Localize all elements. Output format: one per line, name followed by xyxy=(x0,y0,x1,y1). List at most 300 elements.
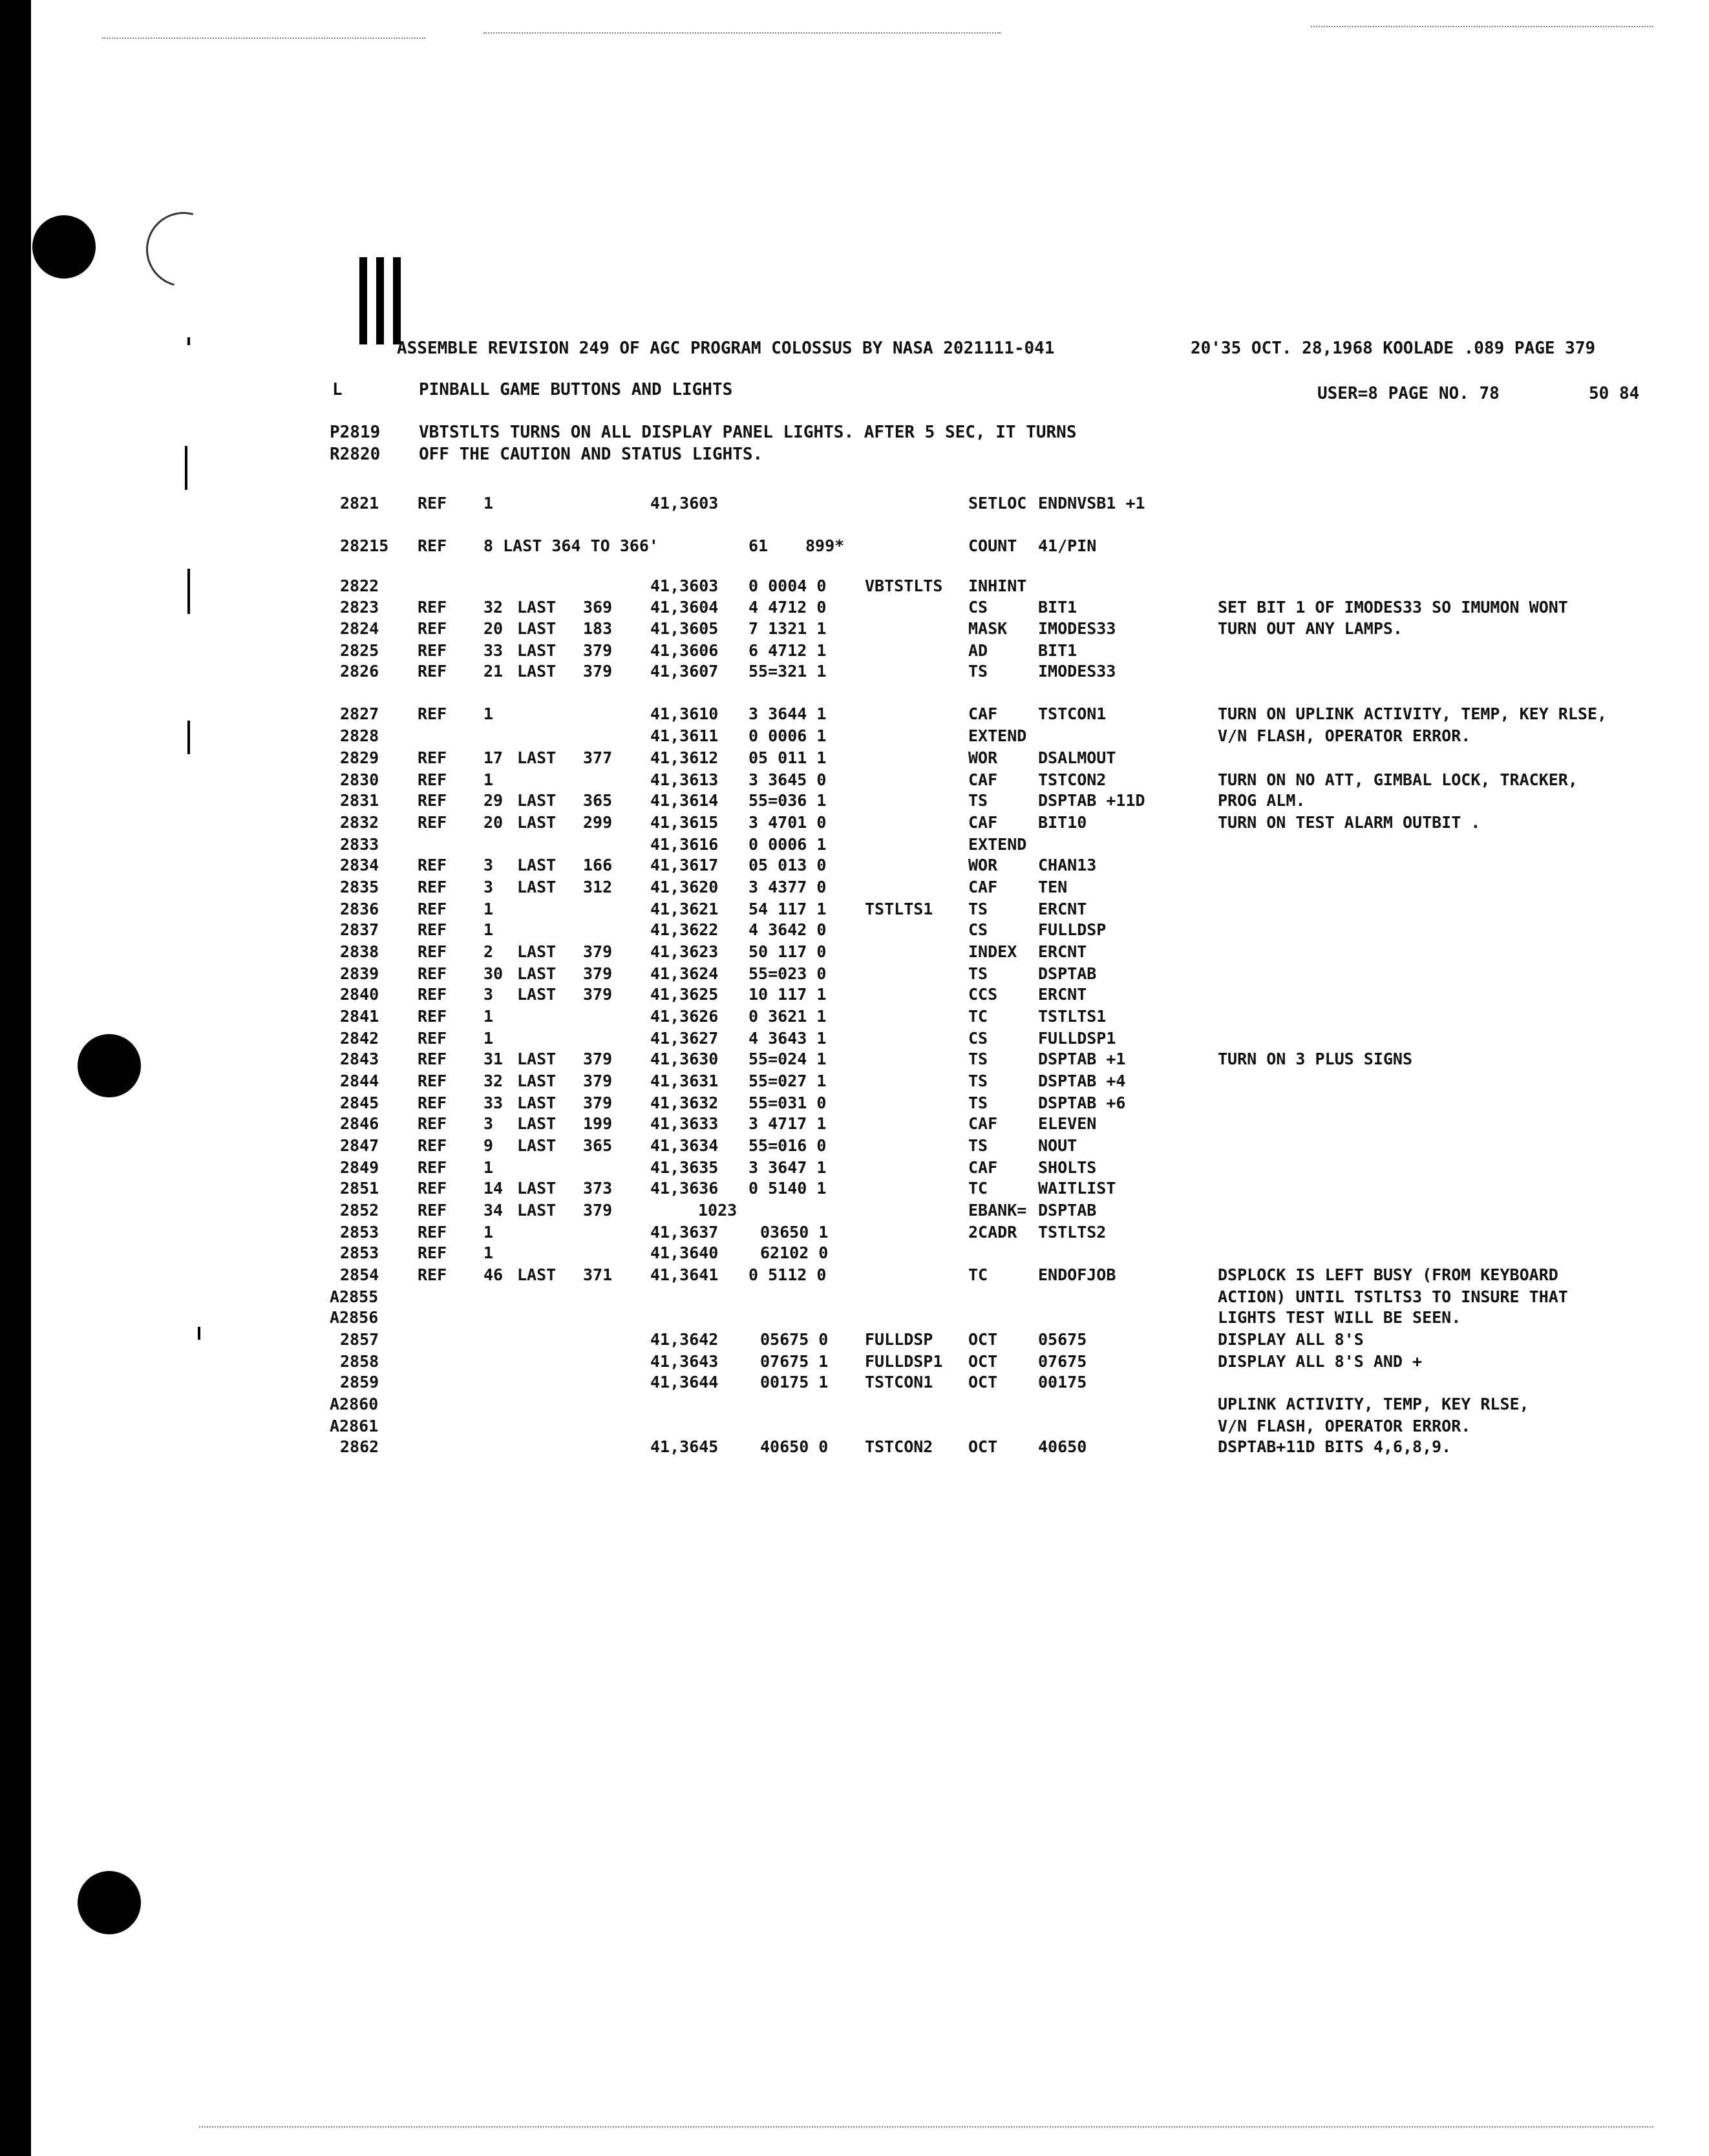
octal-code: 05 013 0 xyxy=(748,856,827,874)
comment: DSPLOCK IS LEFT BUSY (FROM KEYBOARD xyxy=(1218,1265,1558,1284)
line-number: 2835 xyxy=(340,878,379,896)
intro-line-number: R2820 xyxy=(330,445,381,464)
operand: DSPTAB xyxy=(1038,1201,1097,1220)
margin-mark xyxy=(187,337,190,345)
operand: BIT1 xyxy=(1038,598,1077,617)
opcode: CS xyxy=(968,920,988,939)
line-number: 2853 xyxy=(340,1223,379,1242)
opcode: TS xyxy=(968,662,988,681)
line-number: 2843 xyxy=(340,1050,379,1068)
listing-line xyxy=(31,812,1709,834)
address: 41,3612 xyxy=(650,748,719,767)
comment: PROG ALM. xyxy=(1218,791,1306,810)
address: 41,3643 xyxy=(650,1352,719,1371)
address: 41,3625 xyxy=(650,985,719,1004)
ref-flag: REF xyxy=(418,942,447,961)
line-number: 2828 xyxy=(340,726,379,745)
ref-flag: REF xyxy=(418,748,447,767)
octal-code: 3 3644 1 xyxy=(748,704,827,723)
operand: 41/PIN xyxy=(1038,536,1097,555)
opcode: OCT xyxy=(968,1373,998,1391)
line-number: 2825 xyxy=(340,641,379,660)
ref-count: 1 xyxy=(483,1223,494,1242)
operand: 40650 xyxy=(1038,1437,1087,1456)
line-number: A2855 xyxy=(330,1287,379,1306)
address: 41,3633 xyxy=(650,1114,719,1133)
ref-page: 299 xyxy=(583,813,613,832)
line-number: 2837 xyxy=(340,920,379,939)
listing-line xyxy=(31,661,1709,682)
ref-page: 379 xyxy=(583,1094,613,1112)
listing-line xyxy=(31,1393,1709,1415)
operand: ERCNT xyxy=(1038,942,1087,961)
line-number: 2838 xyxy=(340,942,379,961)
line-number: 2857 xyxy=(340,1330,379,1349)
ref-flag: REF xyxy=(418,856,447,874)
line-number: 2840 xyxy=(340,985,379,1004)
listing-line xyxy=(31,941,1709,963)
opcode: WOR xyxy=(968,856,998,874)
address: 41,3603 xyxy=(650,576,719,595)
punch-hole-ring xyxy=(133,198,235,301)
octal-code: 3 4701 0 xyxy=(748,813,827,832)
octal-code: 05 011 1 xyxy=(748,748,827,767)
operand: FULLDSP1 xyxy=(1038,1029,1116,1048)
listing-line xyxy=(31,1048,1709,1070)
listing-line xyxy=(31,1415,1709,1437)
opcode: WOR xyxy=(968,748,998,767)
octal-code: 10 117 1 xyxy=(748,985,827,1004)
label: VBTSTLTS xyxy=(865,576,943,595)
ref-flag: REF xyxy=(418,1201,447,1220)
last-marker: LAST xyxy=(517,619,557,638)
ref-count: 14 xyxy=(483,1179,504,1198)
ref-flag: REF xyxy=(418,964,447,983)
address: 41,3640 xyxy=(650,1243,719,1262)
line-number: 2836 xyxy=(340,900,379,918)
opcode: AD xyxy=(968,641,988,660)
last-marker: LAST xyxy=(517,856,557,874)
opcode: TC xyxy=(968,1265,988,1284)
listing-line xyxy=(31,769,1709,791)
listing-line xyxy=(31,834,1709,856)
octal-code: 07675 1 xyxy=(760,1352,829,1371)
operand: FULLDSP xyxy=(1038,920,1107,939)
octal-code: 6 4712 1 xyxy=(748,641,827,660)
ref-count: 3 xyxy=(483,985,494,1004)
octal-code: 899* xyxy=(805,536,845,555)
intro-line-text: VBTSTLTS TURNS ON ALL DISPLAY PANEL LIGHTS. AFTER 5 SEC, IT TURNS xyxy=(419,423,1077,442)
operand: WAITLIST xyxy=(1038,1179,1116,1198)
listing-line xyxy=(31,1178,1709,1200)
listing-line xyxy=(31,790,1709,812)
label: TSTCON2 xyxy=(865,1437,933,1456)
octal-code: 0 5140 1 xyxy=(748,1179,827,1198)
listing-line xyxy=(31,1113,1709,1135)
comment: V/N FLASH, OPERATOR ERROR. xyxy=(1218,1417,1471,1435)
line-number: 2854 xyxy=(340,1265,379,1284)
address: 61 xyxy=(748,536,769,555)
operand: DSPTAB +6 xyxy=(1038,1094,1126,1112)
octal-code: 55=016 0 xyxy=(748,1136,827,1155)
opcode: MASK xyxy=(968,619,1008,638)
ref-flag: REF xyxy=(418,1179,447,1198)
address: 41,3610 xyxy=(650,704,719,723)
ref-page: 365 xyxy=(583,791,613,810)
line-number: 2844 xyxy=(340,1072,379,1090)
comment: V/N FLASH, OPERATOR ERROR. xyxy=(1218,726,1471,745)
address: 41,3614 xyxy=(650,791,719,810)
line-number: 2846 xyxy=(340,1114,379,1133)
ref-flag: REF xyxy=(418,1007,447,1026)
address: 41,3616 xyxy=(650,835,719,854)
ref-count: 33 xyxy=(483,1094,504,1112)
listing-line xyxy=(31,1135,1709,1157)
address: 41,3637 xyxy=(650,1223,719,1242)
line-number: 2822 xyxy=(340,576,379,595)
operand: SHOLTS xyxy=(1038,1158,1097,1177)
line-number: 2852 xyxy=(340,1201,379,1220)
operand: DSPTAB +4 xyxy=(1038,1072,1126,1090)
last-marker: LAST xyxy=(517,662,557,681)
operand: BIT1 xyxy=(1038,641,1077,660)
line-number: 2853 xyxy=(340,1243,379,1262)
ref-page: 312 xyxy=(583,878,613,896)
listing-line xyxy=(31,492,1709,514)
listing-line xyxy=(31,1092,1709,1114)
ref-count: 1 xyxy=(483,1007,494,1026)
opcode: CS xyxy=(968,598,988,617)
line-number: A2860 xyxy=(330,1395,379,1413)
line-number: A2861 xyxy=(330,1417,379,1435)
listing-line xyxy=(31,963,1709,985)
listing-line xyxy=(31,725,1709,747)
octal-code: 3 4717 1 xyxy=(748,1114,827,1133)
label: TSTCON1 xyxy=(865,1373,933,1391)
line-number: 2834 xyxy=(340,856,379,874)
ref-page: 365 xyxy=(583,1136,613,1155)
line-number: 2839 xyxy=(340,964,379,983)
listing-line xyxy=(31,898,1709,920)
line-number: 2851 xyxy=(340,1179,379,1198)
listing-line xyxy=(31,1307,1709,1329)
octal-code: 55=024 1 xyxy=(748,1050,827,1068)
listing-line xyxy=(31,1070,1709,1092)
address: 41,3631 xyxy=(650,1072,719,1090)
opcode: TS xyxy=(968,900,988,918)
ref-flag: REF xyxy=(418,1050,447,1068)
line-number: 2847 xyxy=(340,1136,379,1155)
line-number: 2829 xyxy=(340,748,379,767)
operand: TSTLTS1 xyxy=(1038,1007,1107,1026)
perforation-line xyxy=(1311,26,1653,28)
ref-flag: REF xyxy=(418,598,447,617)
opcode: TS xyxy=(968,964,988,983)
last-marker: LAST xyxy=(517,598,557,617)
line-number: 2832 xyxy=(340,813,379,832)
ref-count: 30 xyxy=(483,964,504,983)
operand: ELEVEN xyxy=(1038,1114,1097,1133)
comment: UPLINK ACTIVITY, TEMP, KEY RLSE, xyxy=(1218,1395,1529,1413)
ref-flag: REF xyxy=(418,662,447,681)
address: 41,3635 xyxy=(650,1158,719,1177)
listing-line xyxy=(31,1329,1709,1351)
octal-code: 0 5112 0 xyxy=(748,1265,827,1284)
ref-flag: REF xyxy=(418,1243,447,1262)
header-user-page: USER=8 PAGE NO. 78 xyxy=(1317,384,1500,403)
comment: TURN ON 3 PLUS SIGNS xyxy=(1218,1050,1413,1068)
ref-page: 369 xyxy=(583,598,613,617)
ref-page: 373 xyxy=(583,1179,613,1198)
line-number: 2833 xyxy=(340,835,379,854)
operand: IMODES33 xyxy=(1038,662,1116,681)
comment: DISPLAY ALL 8'S AND + xyxy=(1218,1352,1423,1371)
operand: BIT10 xyxy=(1038,813,1087,832)
octal-code: 54 117 1 xyxy=(748,900,827,918)
listing-line xyxy=(31,1264,1709,1286)
last-marker: LAST xyxy=(517,1265,557,1284)
octal-code: 3 4377 0 xyxy=(748,878,827,896)
line-number: 2858 xyxy=(340,1352,379,1371)
ref-page: 183 xyxy=(583,619,613,638)
line-number: 2859 xyxy=(340,1373,379,1391)
opcode: TC xyxy=(968,1007,988,1026)
address: 41,3641 xyxy=(650,1265,719,1284)
address: 41,3606 xyxy=(650,641,719,660)
address: 41,3632 xyxy=(650,1094,719,1112)
comment: LIGHTS TEST WILL BE SEEN. xyxy=(1218,1308,1461,1327)
listing-line xyxy=(31,575,1709,597)
last-marker: LAST xyxy=(517,1094,557,1112)
opcode: CCS xyxy=(968,985,998,1004)
listing-line xyxy=(31,597,1709,618)
ref-flag: REF xyxy=(418,900,447,918)
listing-line xyxy=(31,1242,1709,1264)
address: 41,3604 xyxy=(650,598,719,617)
address: 41,3621 xyxy=(650,900,719,918)
octal-code: 55=036 1 xyxy=(748,791,827,810)
ref-count: 1 xyxy=(483,704,494,723)
operand: DSPTAB +1 xyxy=(1038,1050,1126,1068)
address: 41,3617 xyxy=(650,856,719,874)
ref-page: 371 xyxy=(583,1265,613,1284)
last-marker: LAST xyxy=(517,641,557,660)
address: 1023 xyxy=(698,1201,738,1220)
last-marker: LAST xyxy=(517,791,557,810)
octal-code: 55=321 1 xyxy=(748,662,827,681)
ref-count: 20 xyxy=(483,813,504,832)
listing-line xyxy=(31,919,1709,941)
ref-count: 1 xyxy=(483,900,494,918)
operand: 00175 xyxy=(1038,1373,1087,1391)
operand: TEN xyxy=(1038,878,1068,896)
address: 41,3636 xyxy=(650,1179,719,1198)
octal-code: 4 3643 1 xyxy=(748,1029,827,1048)
listing-line xyxy=(31,640,1709,662)
ref-count: 34 xyxy=(483,1201,504,1220)
ref-count: 1 xyxy=(483,1243,494,1262)
octal-code: 4 4712 0 xyxy=(748,598,827,617)
comment: DSPTAB+11D BITS 4,6,8,9. xyxy=(1218,1437,1452,1456)
line-number: 2831 xyxy=(340,791,379,810)
listing-line xyxy=(31,876,1709,898)
listing-line xyxy=(31,1028,1709,1050)
comment: TURN OUT ANY LAMPS. xyxy=(1218,619,1403,638)
ref-count: 1 xyxy=(483,1029,494,1048)
ref-flag: REF xyxy=(418,1158,447,1177)
line-number: 2845 xyxy=(340,1094,379,1112)
address: 41,3611 xyxy=(650,726,719,745)
operand: ERCNT xyxy=(1038,900,1087,918)
octal-code: 0 0006 1 xyxy=(748,835,827,854)
opcode: CAF xyxy=(968,1114,998,1133)
address: 41,3620 xyxy=(650,878,719,896)
listing-line xyxy=(31,535,1709,557)
ref-page: 379 xyxy=(583,1201,613,1220)
ref-page: 379 xyxy=(583,942,613,961)
ref-flag: REF xyxy=(418,791,447,810)
opcode: INHINT xyxy=(968,576,1027,595)
section-title: PINBALL GAME BUTTONS AND LIGHTS xyxy=(419,380,733,399)
address: 41,3627 xyxy=(650,1029,719,1048)
comment: ACTION) UNTIL TSTLTS3 TO INSURE THAT xyxy=(1218,1287,1568,1306)
last-marker: LAST xyxy=(517,1179,557,1198)
opcode: EBANK= xyxy=(968,1201,1027,1220)
opcode: INDEX xyxy=(968,942,1017,961)
address: 41,3626 xyxy=(650,1007,719,1026)
ref-count: 20 xyxy=(483,619,504,638)
operand: ERCNT xyxy=(1038,985,1087,1004)
line-number: 2862 xyxy=(340,1437,379,1456)
listing-line xyxy=(31,1157,1709,1179)
ref-flag: REF xyxy=(418,920,447,939)
listing-line xyxy=(31,1286,1709,1308)
punch-hole-top xyxy=(32,215,96,279)
address: 41,3645 xyxy=(650,1437,719,1456)
ref-count: 21 xyxy=(483,662,504,681)
opcode: TS xyxy=(968,1136,988,1155)
opcode: TS xyxy=(968,1072,988,1090)
opcode: OCT xyxy=(968,1330,998,1349)
listing-line xyxy=(31,1351,1709,1373)
last-marker: LAST xyxy=(517,878,557,896)
header-title: ASSEMBLE REVISION 249 OF AGC PROGRAM COLOSSUS BY NASA 2021111-041 xyxy=(397,339,1055,358)
ref-count: 3 xyxy=(483,1114,494,1133)
opcode: CAF xyxy=(968,813,998,832)
opcode: CAF xyxy=(968,704,998,723)
punch-hole-bottom xyxy=(78,1871,141,1934)
intro-line-number: P2819 xyxy=(330,423,381,442)
last-marker: LAST xyxy=(517,1136,557,1155)
listing-line xyxy=(31,1436,1709,1458)
intro-line-text: OFF THE CAUTION AND STATUS LIGHTS. xyxy=(419,445,763,464)
ref-count: 33 xyxy=(483,641,504,660)
line-number: 2849 xyxy=(340,1158,379,1177)
operand: TSTCON1 xyxy=(1038,704,1107,723)
ref-count: 1 xyxy=(483,1158,494,1177)
header-section-letter: L xyxy=(332,380,343,399)
address: 41,3615 xyxy=(650,813,719,832)
listing-line xyxy=(31,1200,1709,1221)
perforation-line xyxy=(199,2126,1653,2129)
label: FULLDSP xyxy=(865,1330,933,1349)
ref-count: 31 xyxy=(483,1050,504,1068)
octal-code: 0 0004 0 xyxy=(748,576,827,595)
ref-flag: REF xyxy=(418,641,447,660)
ref-flag: REF xyxy=(418,1094,447,1112)
octal-code: 0 0006 1 xyxy=(748,726,827,745)
octal-code: 3 3647 1 xyxy=(748,1158,827,1177)
comment: TURN ON TEST ALARM OUTBIT . xyxy=(1218,813,1481,832)
octal-code: 55=031 0 xyxy=(748,1094,827,1112)
address: 41,3603 xyxy=(650,494,719,513)
listing-line xyxy=(31,1221,1709,1243)
line-number: 2823 xyxy=(340,598,379,617)
listing-line xyxy=(31,854,1709,876)
octal-code: 62102 0 xyxy=(760,1243,829,1262)
ref-flag: REF xyxy=(418,1114,447,1133)
operand: ENDNVSB1 +1 xyxy=(1038,494,1145,513)
address: 41,3642 xyxy=(650,1330,719,1349)
ref-flag: REF xyxy=(418,985,447,1004)
opcode: SETLOC xyxy=(968,494,1027,513)
opcode: CAF xyxy=(968,770,998,789)
ref-flag: REF xyxy=(418,704,447,723)
listing-line xyxy=(31,1006,1709,1028)
opcode: CAF xyxy=(968,1158,998,1177)
label: FULLDSP1 xyxy=(865,1352,943,1371)
ref-count: 1 xyxy=(483,770,494,789)
last-marker: LAST xyxy=(517,1072,557,1090)
header-date-page: 20'35 OCT. 28,1968 KOOLADE .089 PAGE 379 xyxy=(1191,339,1596,358)
opcode: TS xyxy=(968,1094,988,1112)
ref-page: 199 xyxy=(583,1114,613,1133)
ref-flag: REF xyxy=(418,1223,447,1242)
ref-flag: REF xyxy=(418,1029,447,1048)
ref-count: 29 xyxy=(483,791,504,810)
address: 41,3623 xyxy=(650,942,719,961)
operand: NOUT xyxy=(1038,1136,1077,1155)
ref-flag: REF xyxy=(418,770,447,789)
octal-code: 0 3621 1 xyxy=(748,1007,827,1026)
operand: 05675 xyxy=(1038,1330,1087,1349)
opcode: OCT xyxy=(968,1352,998,1371)
octal-code: 40650 0 xyxy=(760,1437,829,1456)
ref-page: 379 xyxy=(583,1050,613,1068)
ref-flag: REF xyxy=(418,1072,447,1090)
operand: 07675 xyxy=(1038,1352,1087,1371)
address: 41,3622 xyxy=(650,920,719,939)
ref-page: 166 xyxy=(583,856,613,874)
opcode: COUNT xyxy=(968,536,1017,555)
opcode: TS xyxy=(968,1050,988,1068)
address: 41,3613 xyxy=(650,770,719,789)
address: 41,3605 xyxy=(650,619,719,638)
operand: TSTCON2 xyxy=(1038,770,1107,789)
operand: TSTLTS2 xyxy=(1038,1223,1107,1242)
ref-count: 46 xyxy=(483,1265,504,1284)
ref-flag: REF xyxy=(418,813,447,832)
last-marker: LAST xyxy=(517,942,557,961)
ref-page: 379 xyxy=(583,662,613,681)
ref-flag: REF xyxy=(418,619,447,638)
comment: DISPLAY ALL 8'S xyxy=(1218,1330,1364,1349)
perforation-line xyxy=(483,32,1001,35)
ref-flag: REF xyxy=(418,878,447,896)
line-number: 2821 xyxy=(340,494,379,513)
line-number: 2841 xyxy=(340,1007,379,1026)
listing-line xyxy=(31,703,1709,725)
